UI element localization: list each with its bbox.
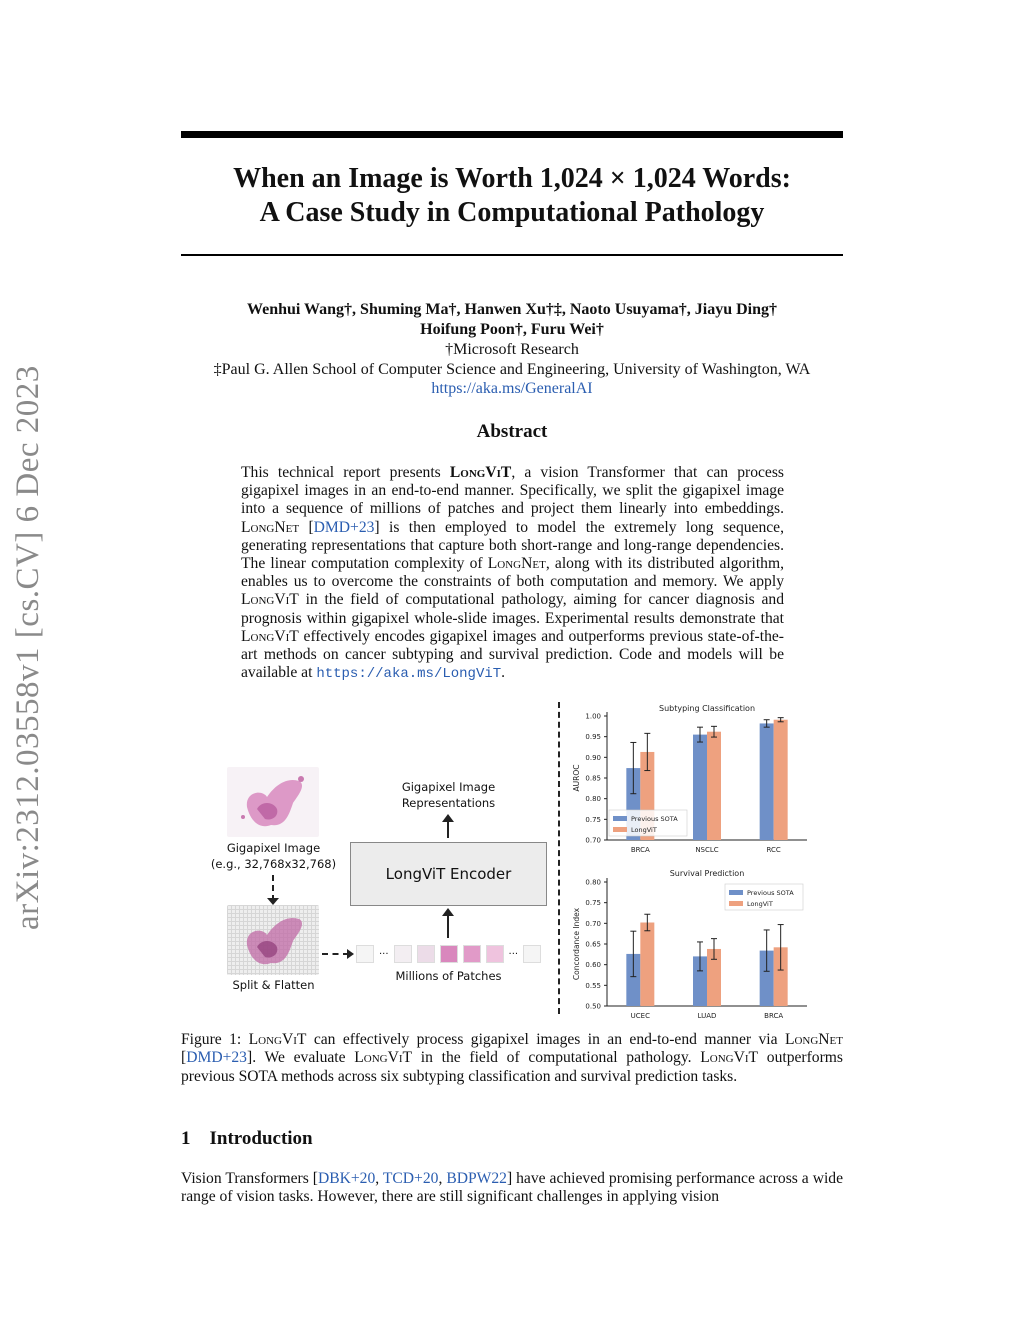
y-axis-label: AUROC: [572, 764, 581, 792]
bar: [774, 720, 788, 840]
y-tick-label: 0.70: [585, 919, 601, 928]
abstract-part: This technical report presents: [241, 464, 450, 481]
section-number: 1: [181, 1128, 191, 1149]
longvit-encoder-box: LongViT Encoder: [350, 842, 547, 906]
patch-tile: [440, 945, 458, 963]
gigapixel-label: [201, 840, 346, 872]
x-tick-label: NSCLC: [695, 846, 719, 854]
x-tick-label: RCC: [766, 846, 781, 854]
tissue-image: [227, 767, 319, 837]
y-tick-label: 0.80: [585, 795, 601, 804]
legend-label: LongViT: [631, 826, 657, 834]
chart-title: Survival Prediction: [669, 869, 745, 878]
arxiv-side-stamp: arXiv:2312.03558v1 [cs.CV] 6 Dec 2023: [10, 365, 46, 930]
patches-label: Millions of Patches: [395, 969, 502, 983]
y-tick-label: 0.70: [585, 836, 601, 845]
title-top-rule: [181, 131, 843, 138]
legend-swatch: [729, 901, 743, 906]
abstract-text: This technical report presents LongViT, a vision Transformer that can process gigapixel images in an end-to-end manner. Specifically, we split the gigapixel image into a sequence of millions of patches and project them linearly into embeddings. LongNet [DMD+23] is then employed to model the extremely long sequence, generating representations that capture both short-range and long-range dependencies. The linear computation complexity of LongNet, along with its distributed algorithm, enables us to overcome the constraints of both computation and memory. We apply LongViT in the field of computational pathology, aiming for cancer diagnosis and prognosis within gigapixel whole-slide images. Experimental results demonstrate that LongViT effectively encodes gigapixel images and outperforms previous state-of-the-art methods on cancer subtyping and survival prediction. Code and models will be available at https://aka.ms/LongViT.: [241, 464, 785, 683]
title-line-2: A Case Study in Computational Pathology: [259, 197, 765, 228]
paper-title: [181, 162, 843, 230]
bar: [707, 732, 721, 840]
arrow-head-icon: [442, 908, 454, 916]
homepage-link[interactable]: https://aka.ms/GeneralAI: [431, 380, 593, 397]
y-tick-label: 0.50: [585, 1002, 601, 1011]
affiliation-1: †Microsoft Research: [445, 341, 579, 358]
intro-part: ] have achieved promising performance across a wide range of vision tasks. However, there are still significant challenges in applying vision: [181, 1170, 844, 1206]
citation-link[interactable]: DMD+23: [313, 518, 375, 536]
bar: [693, 735, 707, 840]
repr-label-line-1: Gigapixel Image: [401, 780, 496, 794]
title-line-1: When an Image is Worth 1,024 × 1,024 Words:: [233, 163, 791, 194]
model-name: LongViT: [248, 1031, 307, 1048]
arrow-head-icon: [347, 949, 354, 959]
patch-tile: [394, 945, 412, 963]
legend-label: LongViT: [747, 900, 773, 908]
abstract-part: , a vision Transformer that can process gigapixel images in an end-to-end manner. Specifically, we split the gigapixel image into a sequence of millions of patches and project them linearly into embeddings.: [241, 464, 784, 518]
results-charts: [565, 700, 845, 1025]
representations-label: [386, 779, 511, 811]
patch-sequence: [356, 945, 541, 963]
gigapixel-slide-image: [227, 767, 319, 837]
model-name: LongViT: [449, 464, 512, 481]
section-title: Introduction: [209, 1128, 313, 1149]
legend-swatch: [729, 890, 743, 895]
gigapixel-label-line-1: Gigapixel Image: [226, 841, 321, 855]
arrow-head-icon: [267, 898, 279, 905]
caption-part: in the field of computational pathology.: [412, 1049, 701, 1067]
legend-swatch: [613, 827, 627, 832]
affiliation-2: ‡Paul G. Allen School of Computer Science and Engineering, University of Washington, WA: [213, 361, 811, 378]
y-tick-label: 0.65: [585, 940, 601, 949]
y-axis-label: Concordance Index: [572, 907, 581, 981]
y-tick-label: 0.75: [585, 899, 601, 908]
model-name: LongNet: [487, 555, 546, 573]
y-tick-label: 0.80: [585, 878, 601, 887]
authors-line-1: Wenhui Wang†, Shuming Ma†, Hanwen Xu†‡, Naoto Usuyama†, Jiayu Ding†: [246, 301, 778, 318]
abstract-part: .: [501, 664, 506, 682]
caption-label: Figure 1:: [181, 1031, 249, 1048]
citation-link[interactable]: BDPW22: [446, 1170, 507, 1187]
legend-swatch: [613, 816, 627, 821]
arrow-shaft: [447, 820, 449, 838]
caption-part: . We evaluate: [252, 1049, 355, 1067]
y-tick-label: 0.95: [585, 733, 601, 742]
citation-link[interactable]: DBK+20: [317, 1170, 376, 1187]
legend-label: Previous SOTA: [747, 889, 794, 897]
patch-tile: [523, 945, 541, 963]
x-tick-label: BRCA: [764, 1012, 784, 1020]
bar: [640, 923, 654, 1006]
code-link[interactable]: https://aka.ms/LongViT: [316, 666, 502, 683]
abstract-part: is then employed to model the extremely long sequence, generating representations that capture both short-range and long-range dependencies. The linear computation complexity of: [241, 518, 785, 573]
figure-caption: Figure 1: LongViT can effectively process gigapixel images in an end-to-end manner via LongNet [DMD+23]. We evaluate LongViT in the field of computational pathology. LongViT outperforms previous SOTA methods across six subtyping classification and survival prediction tasks.: [181, 1031, 843, 1085]
x-tick-label: UCEC: [630, 1012, 650, 1020]
patch-tile: [356, 945, 374, 963]
tissue-grid-image: [227, 905, 319, 975]
patch-tile: [463, 945, 481, 963]
arrow-shaft: [447, 914, 449, 938]
ellipsis: ···: [379, 948, 389, 960]
x-tick-label: LUAD: [697, 1012, 717, 1020]
y-tick-label: 0.90: [585, 753, 601, 762]
chart-title: Subtyping Classification: [658, 704, 756, 713]
caption-part: can effectively process gigapixel images in an end-to-end manner via: [306, 1031, 785, 1048]
model-name: LongViT: [354, 1049, 413, 1067]
abstract-part: effectively encodes gigapixel images and outperforms previous state-of-the-art methods on cancer subtyping and survival prediction. Code and models will be available at: [241, 627, 784, 682]
arrow-head-icon: [442, 814, 454, 822]
figure-divider: [558, 702, 560, 1014]
y-tick-label: 0.55: [585, 981, 601, 990]
dashed-right-arrow: [322, 953, 349, 955]
title-bottom-rule: [181, 254, 843, 256]
bar: [760, 723, 774, 840]
ellipsis: ···: [508, 948, 519, 960]
authors-line-2: Hoifung Poon†, Furu Wei†: [420, 321, 604, 338]
split-flatten-label: Split & Flatten: [232, 978, 315, 992]
caption-part: outperforms previous SOTA methods across six subtyping classification and survival prediction tasks.: [181, 1049, 843, 1085]
citation-link[interactable]: DMD+23: [186, 1049, 247, 1067]
abstract-part: in the field of computational pathology, aiming for cancer diagnosis and prognosis within gigapixel whole-slide images. Experimental results demonstrate that: [241, 591, 784, 627]
model-name: LongViT: [241, 591, 299, 609]
repr-label-line-2: Representations: [401, 796, 496, 810]
model-name: LongViT: [700, 1049, 759, 1067]
intro-paragraph: Vision Transformers [DBK+20, TCD+20, BDPW22] have achieved promising performance across a wide range of vision tasks. However, there are still significant challenges in applying vision: [181, 1170, 844, 1206]
legend-label: Previous SOTA: [631, 815, 678, 823]
patch-tile: [417, 945, 435, 963]
abstract-part: , along with its distributed algorithm, enables us to overcome the constraints of both computation and memory. We apply: [241, 555, 784, 591]
abstract-heading: Abstract: [476, 421, 548, 442]
y-tick-label: 0.85: [585, 774, 601, 783]
citation-link[interactable]: TCD+20: [382, 1170, 439, 1187]
y-tick-label: 1.00: [585, 712, 601, 721]
y-tick-label: 0.75: [585, 815, 601, 824]
intro-part: Vision Transformers [: [181, 1170, 318, 1187]
gigapixel-label-line-2: (e.g., 32,768x32,768): [210, 857, 337, 871]
section-heading: [181, 1128, 313, 1150]
model-name: LongViT: [241, 627, 299, 645]
patch-tile: [486, 945, 504, 963]
model-name: LongNet: [784, 1031, 843, 1048]
split-grid-image: [227, 905, 319, 975]
y-tick-label: 0.60: [585, 961, 601, 970]
model-name: LongNet: [241, 518, 300, 536]
x-tick-label: BRCA: [630, 846, 650, 854]
